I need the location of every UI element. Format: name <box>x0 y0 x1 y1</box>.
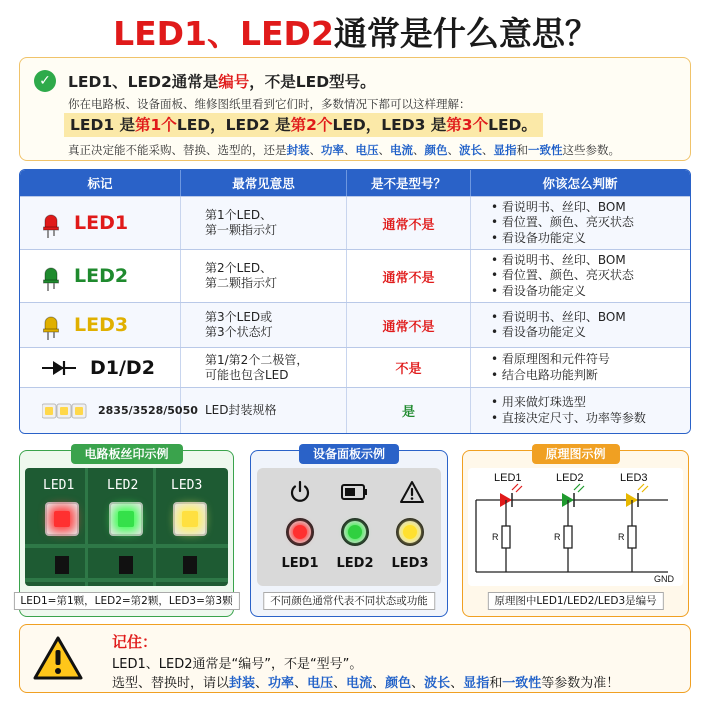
keyword: 封装 <box>229 676 256 691</box>
header-is-model: 是不是型号？ <box>347 170 471 196</box>
intro-highlight: 编号 <box>218 73 250 91</box>
table-header <box>20 170 690 196</box>
mark-label: 2835/3528/5050 <box>98 404 198 417</box>
separator: 、 <box>255 676 269 691</box>
reminder-line2 <box>112 672 619 691</box>
sch-label-led3: LED3 <box>620 472 648 484</box>
keyword: 一致性 <box>502 676 542 691</box>
sch-resistor <box>628 526 636 548</box>
separator: 、 <box>482 143 494 157</box>
keyword: 电流 <box>390 143 413 157</box>
intro-line2: 你在电路板、设备面板、维修图纸里看到它们时，多数情况下都可以这样理解： <box>68 97 471 111</box>
separator: 、 <box>447 143 459 157</box>
table-body <box>20 196 690 433</box>
judge-item: • 看设备功能定义 <box>491 325 689 341</box>
intro-text: 这些参数。 <box>562 143 620 157</box>
mark-label: LED1 <box>74 212 129 234</box>
device-label-led2: LED2 <box>336 556 374 571</box>
keyword: 波长 <box>424 676 451 691</box>
intro-line1 <box>68 70 376 92</box>
sch-resistor <box>564 526 572 548</box>
keyword: 颜色 <box>424 143 448 157</box>
judge-item: • 看说明书、丝印、BOM <box>491 310 689 326</box>
cell-judge <box>471 348 689 387</box>
reminder-line1: LED1、LED2通常是“编号”，不是“型号”。 <box>112 657 363 672</box>
mark-label: LED2 <box>74 265 129 287</box>
comparison-table <box>19 169 691 434</box>
mark-label: D1/D2 <box>90 356 155 379</box>
keyword: 颜色 <box>385 676 412 691</box>
intro-text: 真正决定能不能采购、替换、选型的，还是 <box>68 143 287 157</box>
pcb-label-led1: LED1 <box>43 478 75 493</box>
sch-led1 <box>500 484 522 507</box>
intro-text: ，不是LED型号。 <box>249 73 376 91</box>
schematic-panel <box>462 447 689 617</box>
cell-meaning: 第2个LED、 第二颗指示灯 <box>181 250 347 302</box>
sch-led3 <box>626 484 648 507</box>
intro-line3 <box>64 113 543 137</box>
judge-item: • 看设备功能定义 <box>491 231 689 247</box>
cell-judge <box>471 303 689 347</box>
device-panel <box>250 447 448 617</box>
table-row <box>20 387 690 433</box>
sch-led2 <box>562 484 584 507</box>
pcb-resistor <box>119 556 133 574</box>
keyword: 功率 <box>321 143 344 157</box>
device-image <box>257 468 441 586</box>
cell-mark <box>20 250 181 302</box>
keyword: 显指 <box>463 676 490 691</box>
schematic-diagram <box>468 468 683 586</box>
cell-mark <box>20 197 181 249</box>
separator: 、 <box>378 143 390 157</box>
separator: 、 <box>333 676 347 691</box>
device-label-led3: LED3 <box>391 556 429 571</box>
cell-meaning: 第1个LED、 第一颗指示灯 <box>181 197 347 249</box>
cell-is-model: 不是 <box>347 348 471 387</box>
title-part2: 通常是什么意思？ <box>333 14 598 53</box>
sch-label-led1: LED1 <box>494 472 522 484</box>
sch-resistor-label: R <box>554 532 561 542</box>
header-judge: 你该怎么判断 <box>542 176 618 191</box>
separator: 、 <box>411 676 425 691</box>
intro-text: 和 <box>516 143 528 157</box>
intro-box <box>19 57 691 161</box>
cell-mark <box>20 303 181 347</box>
judge-item: • 看原理图和元件符号 <box>491 352 689 368</box>
warning-icon <box>399 480 425 504</box>
cell-judge <box>471 250 689 302</box>
device-led-green <box>341 518 369 546</box>
table-row <box>20 249 690 302</box>
separator: 、 <box>372 676 386 691</box>
sch-resistor <box>502 526 510 548</box>
diode-icon <box>42 358 76 378</box>
table-row <box>20 302 690 347</box>
judge-item: • 看说明书、丝印、BOM <box>491 253 689 269</box>
keyword: 封装 <box>286 143 310 157</box>
intro-text: LED。 <box>488 116 537 134</box>
judge-item: • 看设备功能定义 <box>491 284 689 300</box>
sch-gnd-label: GND <box>654 574 674 584</box>
green-led-icon <box>42 260 60 292</box>
cell-is-model: 是 <box>347 388 471 433</box>
title-part1: LED1、LED2 <box>113 14 334 53</box>
intro-highlight: 第2个 <box>290 116 333 134</box>
intro-highlight: 第1个 <box>135 116 177 134</box>
keyword: 一致性 <box>528 143 563 157</box>
device-panel-title: 设备面板示例 <box>299 444 399 464</box>
yellow-led-icon <box>42 309 60 341</box>
reminder-text: 等参数为准！ <box>541 676 620 691</box>
keyword: 功率 <box>268 676 295 691</box>
pcb-image <box>25 468 228 586</box>
pcb-panel-title: 电路板丝印示例 <box>70 444 182 464</box>
reminder-box <box>19 624 691 693</box>
header-mark: 标记 <box>20 170 181 196</box>
cell-is-model: 通常不是 <box>347 303 471 347</box>
separator: 、 <box>294 676 308 691</box>
judge-item: • 看位置、颜色、亮灭状态 <box>491 268 689 284</box>
device-label-led1: LED1 <box>281 556 319 571</box>
intro-text: LED1、LED2通常是 <box>68 73 219 91</box>
cell-judge <box>471 388 689 433</box>
pcb-caption: LED1=第1颗，LED2=第2颗，LED3=第3颗 <box>13 592 239 610</box>
keyword: 显指 <box>493 143 517 157</box>
sch-resistor-label: R <box>492 532 499 542</box>
cell-meaning: LED封装规格 <box>181 388 347 433</box>
judge-item: • 直接决定尺寸、功率等参数 <box>491 411 689 427</box>
sch-resistor-label: R <box>618 532 625 542</box>
device-led-red <box>286 518 314 546</box>
cell-judge <box>471 197 689 249</box>
pcb-led-yellow <box>173 502 207 536</box>
cell-is-model: 通常不是 <box>347 250 471 302</box>
check-icon: ✓ <box>34 70 56 92</box>
intro-highlight: 第3个 <box>446 116 489 134</box>
reminder-text: 选型、替换时，请以 <box>112 676 230 691</box>
pcb-label-led3: LED3 <box>171 478 203 493</box>
device-led-yellow <box>396 518 424 546</box>
pcb-trace <box>153 468 156 586</box>
separator: 、 <box>413 143 425 157</box>
judge-item: • 结合电路功能判断 <box>491 368 689 384</box>
header-meaning: 最常见意思 <box>181 170 347 196</box>
pcb-led-red <box>45 502 79 536</box>
cell-meaning: 第3个LED或 第3个状态灯 <box>181 303 347 347</box>
pcb-resistor <box>55 556 69 574</box>
device-caption: 不同颜色通常代表不同状态或功能 <box>263 592 435 610</box>
keyword: 波长 <box>459 143 482 157</box>
pcb-trace <box>25 544 228 548</box>
separator: 、 <box>450 676 464 691</box>
power-icon <box>288 480 312 504</box>
red-led-icon <box>42 207 60 239</box>
cell-mark <box>20 348 181 387</box>
keyword: 电压 <box>307 676 334 691</box>
table-row <box>20 347 690 387</box>
battery-icon <box>341 482 369 502</box>
mark-label: LED3 <box>74 314 129 336</box>
separator: 、 <box>344 143 356 157</box>
cell-is-model: 通常不是 <box>347 197 471 249</box>
pcb-trace <box>85 468 88 586</box>
pcb-resistor <box>183 556 197 574</box>
judge-item: • 用来做灯珠选型 <box>491 395 689 411</box>
page-title <box>0 8 711 55</box>
sch-label-led2: LED2 <box>556 472 584 484</box>
intro-line4 <box>68 142 620 158</box>
table-row <box>20 196 690 249</box>
judge-item: • 看位置、颜色、亮灭状态 <box>491 215 689 231</box>
cell-meaning: 第1/第2个二极管， 可能也包含LED <box>181 348 347 387</box>
intro-text: LED，LED2 是 <box>176 116 291 134</box>
pcb-label-led2: LED2 <box>107 478 139 493</box>
intro-text: LED1 是 <box>70 116 136 134</box>
keyword: 电压 <box>355 143 379 157</box>
reminder-title: 记住： <box>112 633 158 651</box>
pcb-led-green <box>109 502 143 536</box>
intro-text: LED，LED3 是 <box>332 116 447 134</box>
judge-item: • 看说明书、丝印、BOM <box>491 200 689 216</box>
keyword: 电流 <box>346 676 373 691</box>
schematic-panel-title: 原理图示例 <box>531 444 619 464</box>
warning-icon <box>32 635 84 681</box>
separator: 、 <box>309 143 321 157</box>
cell-mark <box>20 388 198 433</box>
reminder-text: 和 <box>489 676 503 691</box>
schematic-caption: 原理图中LED1/LED2/LED3是编号 <box>487 592 663 610</box>
pcb-panel <box>19 447 234 617</box>
smd-led-icon <box>42 402 88 420</box>
pcb-trace <box>25 578 228 582</box>
